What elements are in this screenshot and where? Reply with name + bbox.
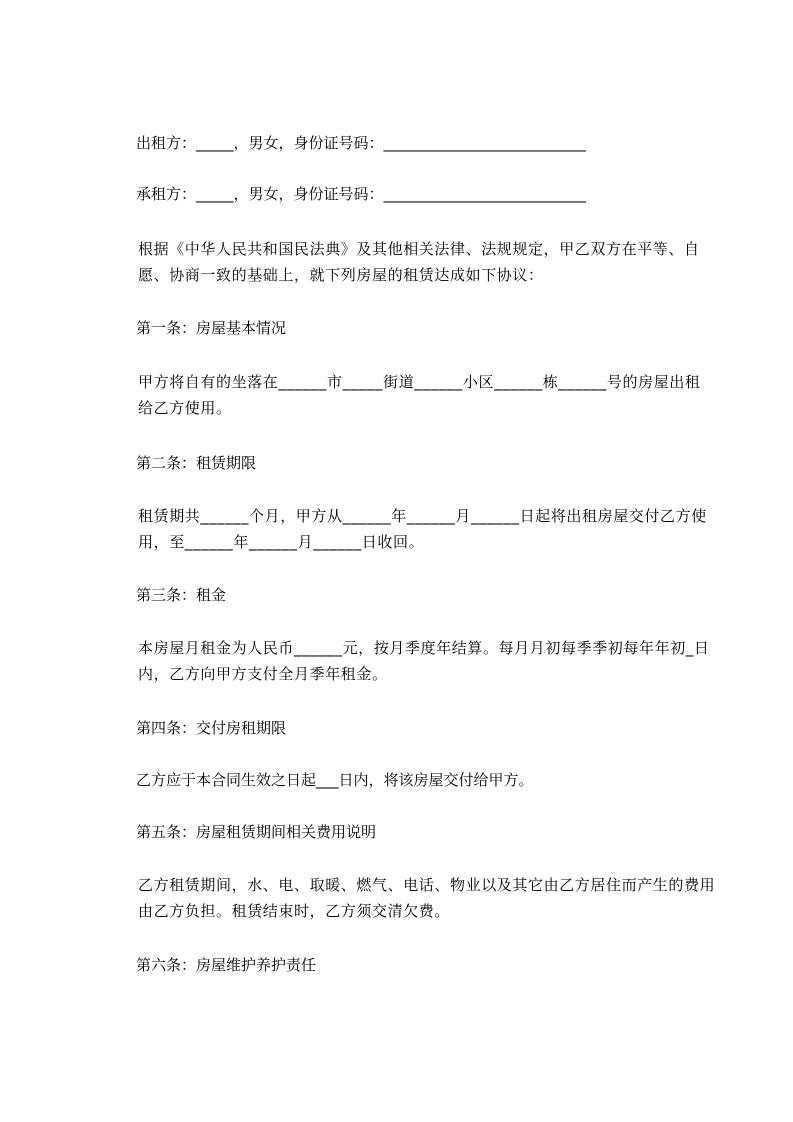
intro-paragraph: 根据《中华人民共和国民法典》及其他相关法律、法规规定，甲乙双方在平等、自愿、协商一致的基础上，就下列房屋的租赁达成如下协议： bbox=[138, 240, 700, 284]
section-body-3: 本房屋月租金为人民币______元，按月季度年结算。每月月初每季季初每年年初_日内，乙方向甲方支付全月季年租金。 bbox=[138, 639, 710, 683]
section-heading-3: 第三条：租金 bbox=[136, 586, 227, 604]
lessee-line: 承租方：_____，男女，身份证号码：___________________________ bbox=[136, 185, 587, 203]
section-heading-6: 第六条：房屋维护养护责任 bbox=[136, 956, 317, 974]
section-body-1: 甲方将自有的坐落在______市_____街道______小区______栋______号的房屋出租给乙方使用。 bbox=[138, 373, 701, 417]
section-body-4: 乙方应于本合同生效之日起___日内，将该房屋交付给甲方。 bbox=[136, 771, 534, 789]
section-body-5: 乙方租赁期间，水、电、取暖、燃气、电话、物业以及其它由乙方居住而产生的费用由乙方负担。租赁结束时，乙方须交清欠费。 bbox=[138, 876, 716, 920]
section-heading-2: 第二条：租赁期限 bbox=[136, 454, 257, 472]
section-heading-4: 第四条：交付房租期限 bbox=[136, 719, 287, 737]
section-body-2: 租赁期共______个月，甲方从______年______月______日起将出租房屋交付乙方使用，至______年______月______日收回。 bbox=[138, 507, 707, 551]
section-heading-5: 第五条：房屋租赁期间相关费用说明 bbox=[136, 823, 377, 841]
section-heading-1: 第一条：房屋基本情况 bbox=[136, 319, 287, 337]
lessor-line: 出租方：_____，男女，身份证号码：___________________________ bbox=[136, 134, 587, 152]
